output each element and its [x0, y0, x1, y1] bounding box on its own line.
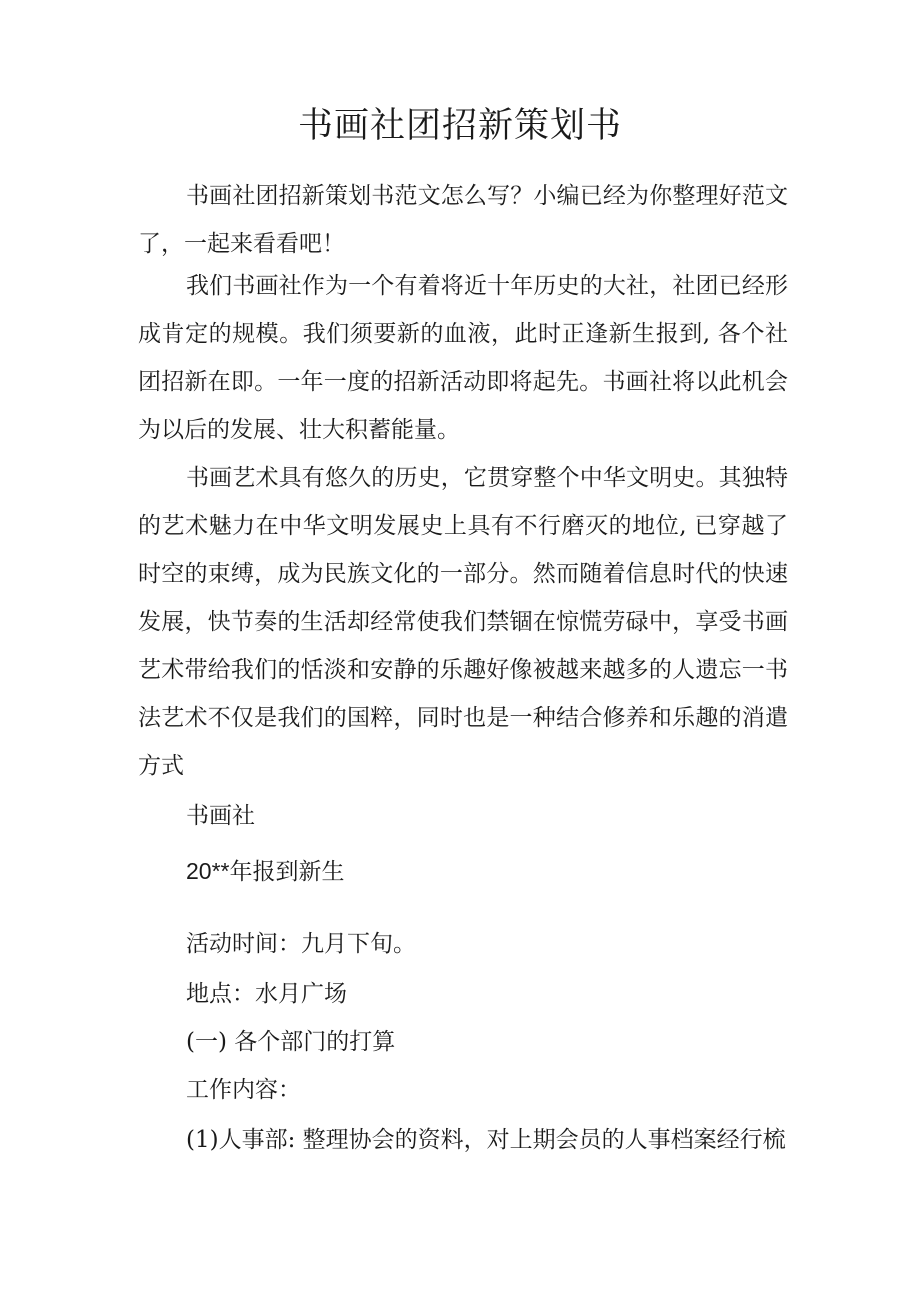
location-line: 地点：水月广场: [186, 981, 347, 1007]
target-audience-line: 20**年报到新生: [186, 858, 345, 884]
club-name-line: 书画社: [186, 803, 255, 829]
work-content-label: 工作内容：: [186, 1077, 301, 1103]
section-heading: (一) 各个部门的打算: [186, 1029, 396, 1055]
intro-paragraph: 书画社团招新策划书范文怎么写？小编已经为你整理好范文了，一起来看看吧！: [138, 183, 788, 257]
background-paragraph: 我们书画社作为一个有着将近十年历史的大社，社团已经形成肯定的规模。我们须要新的血液，此时正逢新生报到, 各个社团招新在即。一年一度的招新活动即将起先。书画社将以此机会为以后的发展、壮大积蓄能量。: [138, 273, 788, 443]
activity-time-line: 活动时间：九月下旬。: [186, 931, 416, 957]
hr-department-item: (1)人事部: 整理协会的资料，对上期会员的人事档案经行梳: [186, 1127, 786, 1153]
art-paragraph: 书画艺术具有悠久的历史，它贯穿整个中华文明史。其独特的艺术魅力在中华文明发展史上具有不行磨灭的地位, 已穿越了时空的束缚，成为民族文化的一部分。然而随着信息时代的快速发展，快节奏的生活却经常使我们禁锢在惊慌劳碌中，享受书画艺术带给我们的恬淡和安静的乐趣好像被越来越多的人遗忘一书法艺术不仅是我们的国粹，同时也是一种结合修养和乐趣的消遣方式: [138, 465, 788, 779]
document-title: 书画社团招新策划书: [297, 106, 622, 146]
